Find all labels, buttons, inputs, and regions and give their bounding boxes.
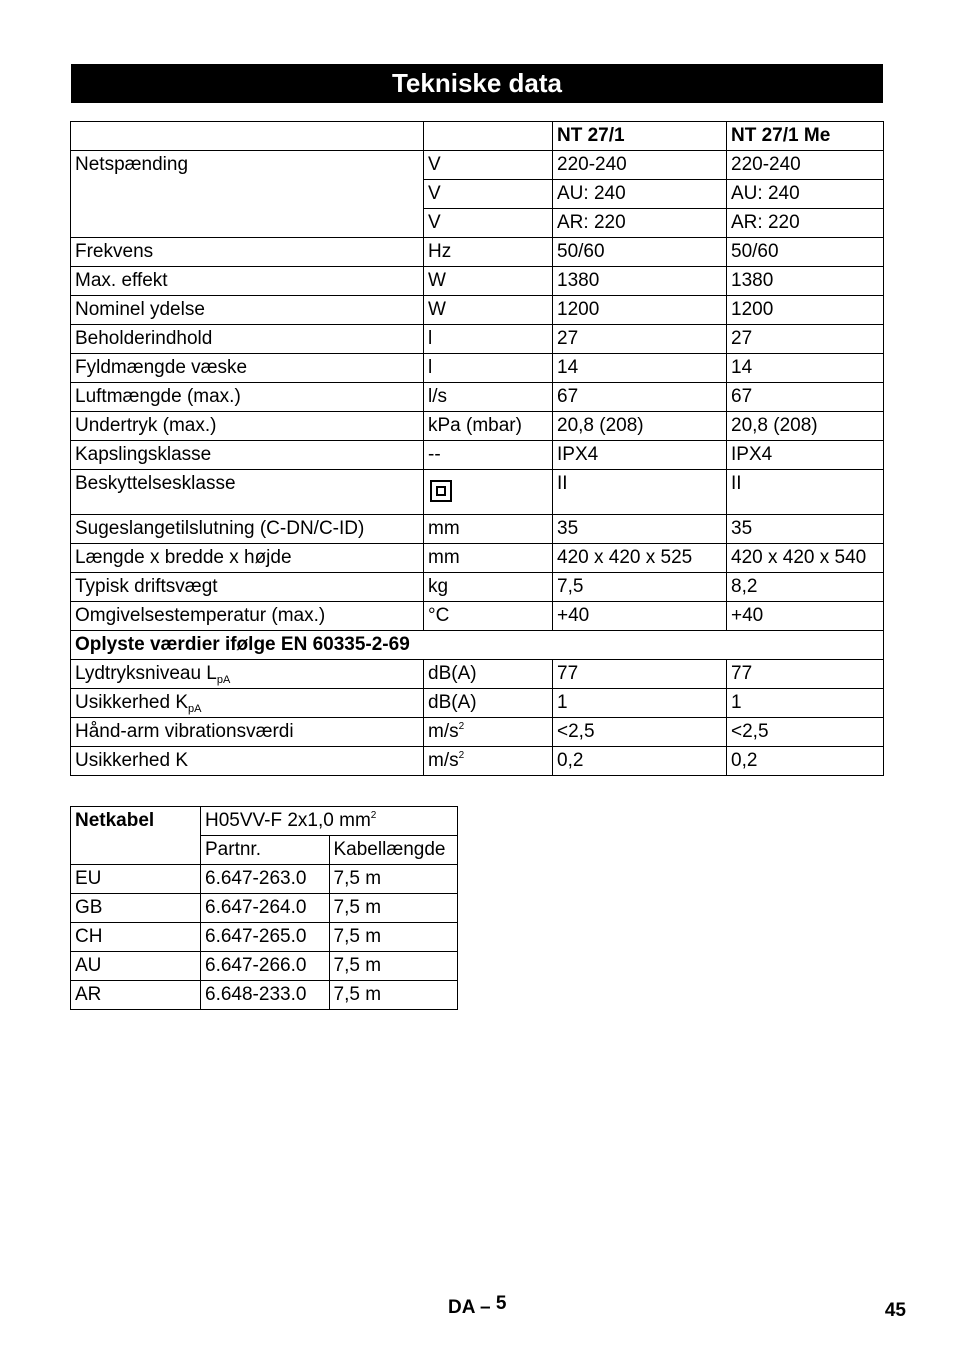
- table-row: [71, 470, 884, 515]
- table-row: [71, 325, 884, 354]
- row-label: Beholderindhold: [71, 325, 424, 354]
- power-cable-table: [70, 806, 458, 1010]
- table-row: [71, 544, 884, 573]
- unit-cell: Hz: [424, 238, 553, 267]
- unit-cell: --: [424, 441, 553, 470]
- row-label: Længde x bredde x højde: [71, 544, 424, 573]
- value-cell: 35: [553, 515, 727, 544]
- unit-cell: $m/s^2$: [424, 747, 553, 776]
- value-cell: 77: [727, 660, 884, 689]
- country-cell: AR: [71, 981, 201, 1010]
- value-cell: AR: 220: [727, 209, 884, 238]
- cable-type-cell: [201, 807, 458, 836]
- value-cell: 50/60: [727, 238, 884, 267]
- technical-data-table: [70, 121, 884, 776]
- value-cell: 420 x 420 x 540: [727, 544, 884, 573]
- cable-label: Netkabel: [71, 807, 201, 865]
- value-cell: II: [727, 470, 884, 515]
- value-cell: 0,2: [553, 747, 727, 776]
- row-label: Omgivelsestemperatur (max.): [71, 602, 424, 631]
- value-cell: 67: [553, 383, 727, 412]
- table-row: [71, 441, 884, 470]
- unit-superscript: 2: [458, 721, 465, 732]
- unit-cell: V: [424, 180, 553, 209]
- table-header-row: [71, 122, 884, 151]
- country-cell: AU: [71, 952, 201, 981]
- row-label: Sugeslangetilslutning (C-DN/C-ID): [71, 515, 424, 544]
- unit-cell: W: [424, 267, 553, 296]
- country-cell: EU: [71, 865, 201, 894]
- unit-superscript: 2: [458, 750, 465, 761]
- value-cell: 220-240: [553, 151, 727, 180]
- value-cell: AR: 220: [553, 209, 727, 238]
- value-cell: AU: 240: [727, 180, 884, 209]
- value-cell: 20,8 (208): [553, 412, 727, 441]
- value-cell: 420 x 420 x 525: [553, 544, 727, 573]
- value-cell: 27: [727, 325, 884, 354]
- header-label-cell: [71, 122, 424, 151]
- part-number-header: Partnr.: [201, 836, 330, 865]
- unit-cell: kPa (mbar): [424, 412, 553, 441]
- table-row: [71, 354, 884, 383]
- protection-class-label: Beskyttelsesklasse: [71, 470, 424, 515]
- table-row: [71, 747, 884, 776]
- row-label: Hånd-arm vibrationsværdi: [71, 718, 424, 747]
- table-row: [71, 238, 884, 267]
- value-cell: IPX4: [553, 441, 727, 470]
- value-cell: 1200: [727, 296, 884, 325]
- unit-cell: l: [424, 325, 553, 354]
- unit-cell: V: [424, 209, 553, 238]
- row-label: Lydtryksniveau $L_{pA}$: [71, 660, 424, 689]
- unit-cell: dB(A): [424, 689, 553, 718]
- unit-cell: l/s: [424, 383, 553, 412]
- model-nt27-1-header: NT 27/1: [553, 122, 727, 151]
- value-cell: +40: [727, 602, 884, 631]
- footer-section-label: [448, 1293, 507, 1319]
- value-cell: 35: [727, 515, 884, 544]
- table-row: [71, 689, 884, 718]
- unit-cell: W: [424, 296, 553, 325]
- unit-cell: °C: [424, 602, 553, 631]
- value-cell: 220-240: [727, 151, 884, 180]
- unit-cell: l: [424, 354, 553, 383]
- unit-cell: [424, 470, 553, 515]
- value-cell: 67: [727, 383, 884, 412]
- table-row: [71, 894, 458, 923]
- cable-length-cell: 7,5 m: [329, 894, 458, 923]
- footer-language: DA –: [448, 1297, 491, 1318]
- row-label: Usikkerhed $K_{pA}$: [71, 689, 424, 718]
- section-heading-row: [71, 631, 884, 660]
- value-cell: 8,2: [727, 573, 884, 602]
- value-cell: 1380: [553, 267, 727, 296]
- value-cell: II: [553, 470, 727, 515]
- table-row: [71, 573, 884, 602]
- value-cell: AU: 240: [553, 180, 727, 209]
- unit-cell: mm: [424, 515, 553, 544]
- unit-cell: dB(A): [424, 660, 553, 689]
- value-cell: 50/60: [553, 238, 727, 267]
- value-cell: 1380: [727, 267, 884, 296]
- label-subscript: pA: [188, 703, 202, 715]
- table-row: [71, 865, 458, 894]
- unit-cell: V: [424, 151, 553, 180]
- table-row: [71, 981, 458, 1010]
- table-row: [71, 151, 884, 180]
- row-label: Usikkerhed K: [71, 747, 424, 776]
- part-number-cell: 6.647-263.0: [201, 865, 330, 894]
- part-number-cell: 6.647-264.0: [201, 894, 330, 923]
- value-cell: <2,5: [553, 718, 727, 747]
- unit-cell: $m/s^2$: [424, 718, 553, 747]
- value-cell: 27: [553, 325, 727, 354]
- value-cell: 14: [727, 354, 884, 383]
- voltage-label: Netspænding: [71, 151, 424, 238]
- country-cell: CH: [71, 923, 201, 952]
- table-row: [71, 515, 884, 544]
- table-row: [71, 952, 458, 981]
- table-row: [71, 267, 884, 296]
- value-cell: 20,8 (208): [727, 412, 884, 441]
- row-label: Typisk driftsvægt: [71, 573, 424, 602]
- value-cell: 77: [553, 660, 727, 689]
- cable-length-cell: 7,5 m: [329, 923, 458, 952]
- cable-length-header: Kabellængde: [329, 836, 458, 865]
- row-label: Frekvens: [71, 238, 424, 267]
- table-row: [71, 602, 884, 631]
- cable-type: H05VV-F 2x1,0 mm: [205, 810, 371, 831]
- cable-length-cell: 7,5 m: [329, 981, 458, 1010]
- cable-length-cell: 7,5 m: [329, 952, 458, 981]
- value-cell: <2,5: [727, 718, 884, 747]
- row-label: Undertryk (max.): [71, 412, 424, 441]
- model-nt27-1-me-header: NT 27/1 Me: [727, 122, 884, 151]
- table-row: [71, 807, 458, 836]
- value-cell: +40: [553, 602, 727, 631]
- cable-type-superscript: 2: [370, 810, 377, 821]
- table-row: [71, 718, 884, 747]
- row-label: Kapslingsklasse: [71, 441, 424, 470]
- table-row: [71, 412, 884, 441]
- row-label: Luftmængde (max.): [71, 383, 424, 412]
- cable-length-cell: 7,5 m: [329, 865, 458, 894]
- label-subscript: pA: [216, 674, 231, 686]
- row-label: Fyldmængde væske: [71, 354, 424, 383]
- part-number-cell: 6.647-266.0: [201, 952, 330, 981]
- value-cell: 1: [727, 689, 884, 718]
- unit-cell: kg: [424, 573, 553, 602]
- table-row: [71, 660, 884, 689]
- part-number-cell: 6.647-265.0: [201, 923, 330, 952]
- page-number: 45: [884, 1300, 906, 1321]
- value-cell: 0,2: [727, 747, 884, 776]
- part-number-cell: 6.648-233.0: [201, 981, 330, 1010]
- country-cell: GB: [71, 894, 201, 923]
- value-cell: 7,5: [553, 573, 727, 602]
- table-row: [71, 296, 884, 325]
- value-cell: IPX4: [727, 441, 884, 470]
- page-title: Tekniske data: [71, 64, 883, 103]
- header-unit-cell: [424, 122, 553, 151]
- row-label: Nominel ydelse: [71, 296, 424, 325]
- section-heading: Oplyste værdier ifølge EN 60335-2-69: [71, 631, 884, 660]
- value-cell: 14: [553, 354, 727, 383]
- footer-section-page: 5: [495, 1293, 507, 1314]
- table-row: [71, 383, 884, 412]
- row-label: Max. effekt: [71, 267, 424, 296]
- value-cell: 1: [553, 689, 727, 718]
- table-row: [71, 923, 458, 952]
- protection-class-2-icon: [430, 480, 452, 502]
- unit-cell: mm: [424, 544, 553, 573]
- value-cell: 1200: [553, 296, 727, 325]
